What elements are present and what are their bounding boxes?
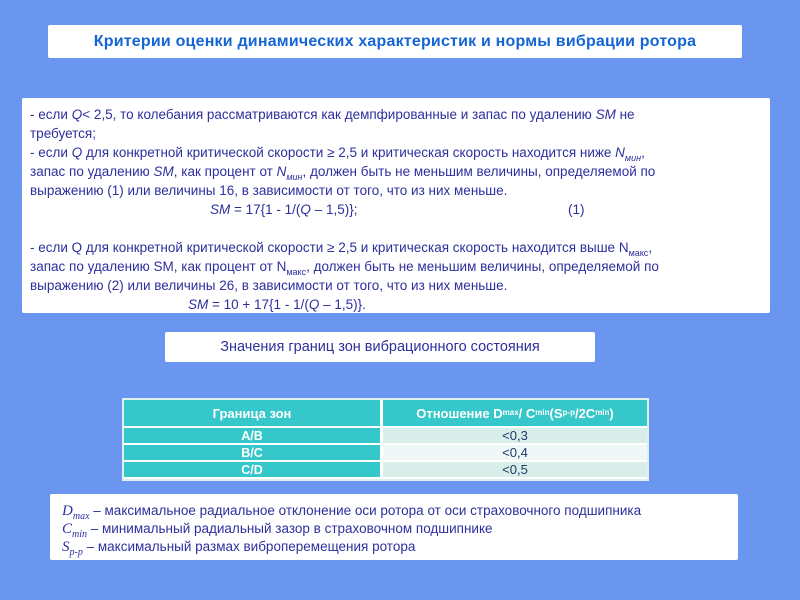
zone-cell: C/D (124, 462, 380, 477)
definitions-box (50, 494, 738, 560)
definition-line: $D_{max}$ – максимальное радиальное отклонение оси ротора от оси страховочного подшипника (62, 503, 642, 522)
value-cell: <0,3 (383, 428, 647, 443)
table-caption: Значения границ зон вибрационного состояния (220, 339, 540, 355)
slide-title-box (48, 25, 742, 58)
table-header-row (124, 400, 647, 426)
table-row (124, 445, 647, 460)
body-text-line: - если Q< 2,5, то колебания рассматриваются как демпфированные и запас по удалению SM не (30, 107, 635, 122)
criteria-text-box (22, 98, 770, 313)
column-header-zone: Граница зон (124, 400, 380, 426)
formula-2: SM = 10 + 17{1 - 1/(Q – 1,5)}. (188, 297, 366, 312)
blank-line (30, 219, 762, 238)
body-text-line: - если Q для конкретной критической скорости ≥ 2,5 и критическая скорость находится ниже $N_{мин}$, (30, 145, 645, 163)
page-title: Критерии оценки динамических характеристик и нормы вибрации ротора (93, 32, 697, 50)
value-cell: <0,4 (383, 445, 647, 460)
table-row (124, 428, 647, 443)
vibration-zones-table (122, 398, 649, 481)
formula-1-reference: (1) (568, 202, 585, 217)
formula-1-line (30, 200, 762, 219)
body-text-line: запас по удалению SM, как процент от $N_{макс}$, должен быть не меньшим величины, определяемой по (30, 259, 659, 277)
definition-line: $S_{p-p}$ – максимальный размах виброперемещения ротора (62, 539, 416, 558)
table-caption-box (165, 332, 595, 362)
body-text-line: - если Q для конкретной критической скорости ≥ 2,5 и критическая скорость находится выше $N_{макс}$, (30, 240, 653, 258)
zone-cell: A/B (124, 428, 380, 443)
formula-1: SM = 17{1 - 1/(Q – 1,5)}; (210, 202, 358, 217)
body-text-line: выражению (1) или величины 16, в зависимости от того, что из них меньше. (30, 183, 508, 198)
body-text-line: запас по удалению SM, как процент от $N_{мин}$, должен быть не меньшим величины, определяемой по (30, 164, 656, 182)
body-text-line: требуется; (30, 126, 96, 141)
value-cell: <0,5 (383, 462, 647, 477)
zone-cell: B/C (124, 445, 380, 460)
table-row (124, 462, 647, 477)
definition-line: $C_{min}$ – минимальный радиальный зазор в страховочном подшипнике (62, 521, 493, 540)
body-text-line: выражению (2) или величины 26, в зависимости от того, что из них меньше. (30, 278, 508, 293)
column-header-ratio: Отношение D max / C min (S p-p /2C min ) (383, 400, 647, 426)
